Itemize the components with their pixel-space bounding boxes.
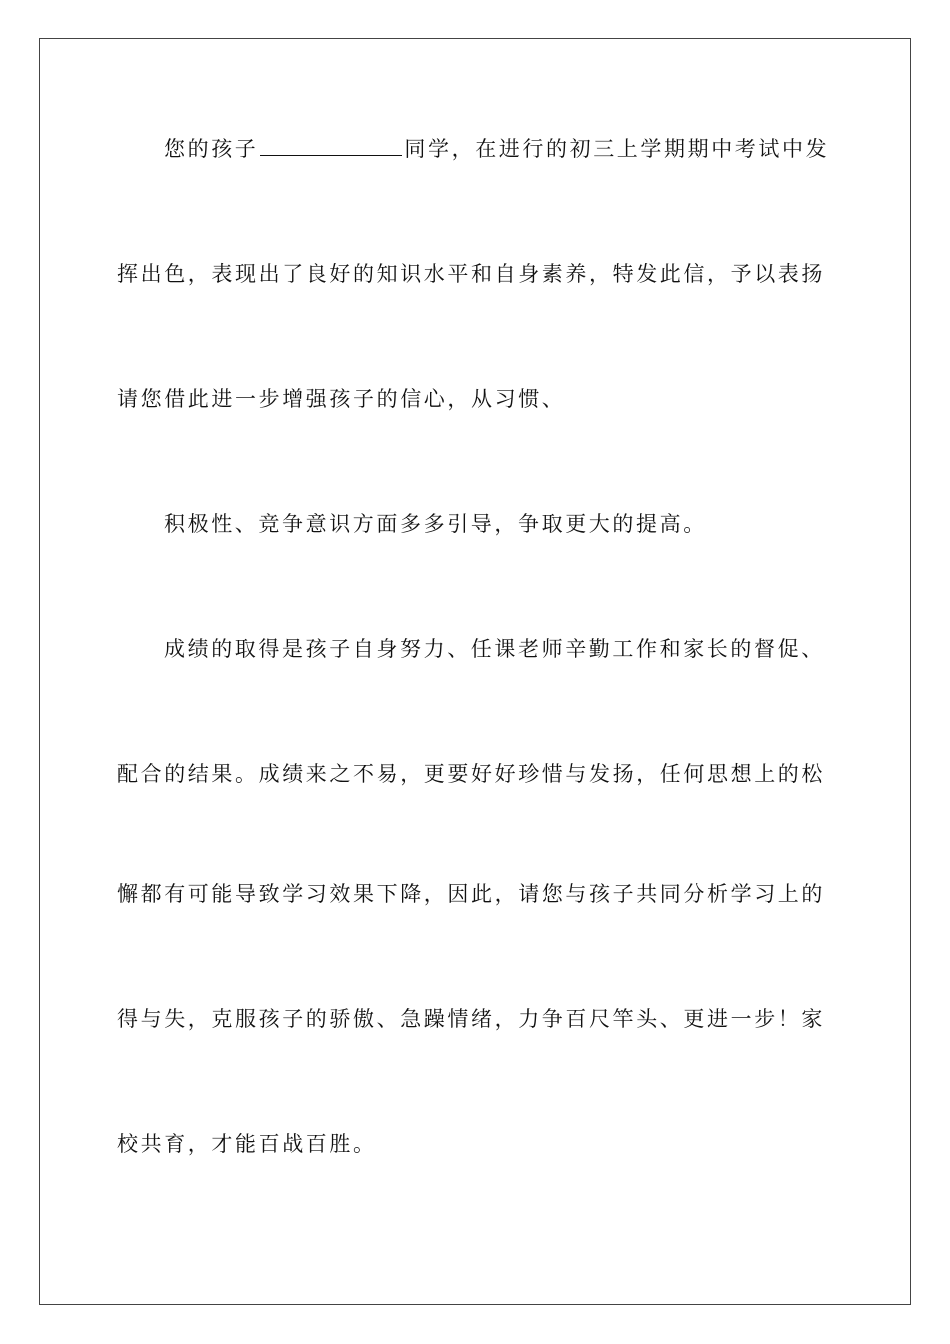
student-name-blank [260,135,402,156]
text-after-name-blank: 同学，在进行的初三上学期期中考试中发 [404,137,830,161]
text-before-name-blank: 您的孩子 [164,137,259,161]
letter-line-4: 积极性、竞争意识方面多多引导，争取更大的提高。 [164,512,707,536]
letter-line-5: 成绩的取得是孩子自身努力、任课老师辛勤工作和家长的督促、 [164,637,825,661]
letter-line-7: 懈都有可能导致学习效果下降，因此，请您与孩子共同分析学习上的 [117,882,825,906]
page-border [39,38,911,1305]
letter-line-2: 挥出色，表现出了良好的知识水平和自身素养，特发此信，予以表扬 [117,262,825,286]
letter-line-1 [164,134,884,164]
letter-line-3: 请您借此进一步增强孩子的信心，从习惯、 [117,387,566,411]
letter-line-9: 校共育，才能百战百胜。 [117,1132,377,1156]
letter-line-8: 得与失，克服孩子的骄傲、急躁情绪，力争百尺竿头、更进一步！家 [117,1007,825,1031]
letter-line-6: 配合的结果。成绩来之不易，更要好好珍惜与发扬，任何思想上的松 [117,762,825,786]
